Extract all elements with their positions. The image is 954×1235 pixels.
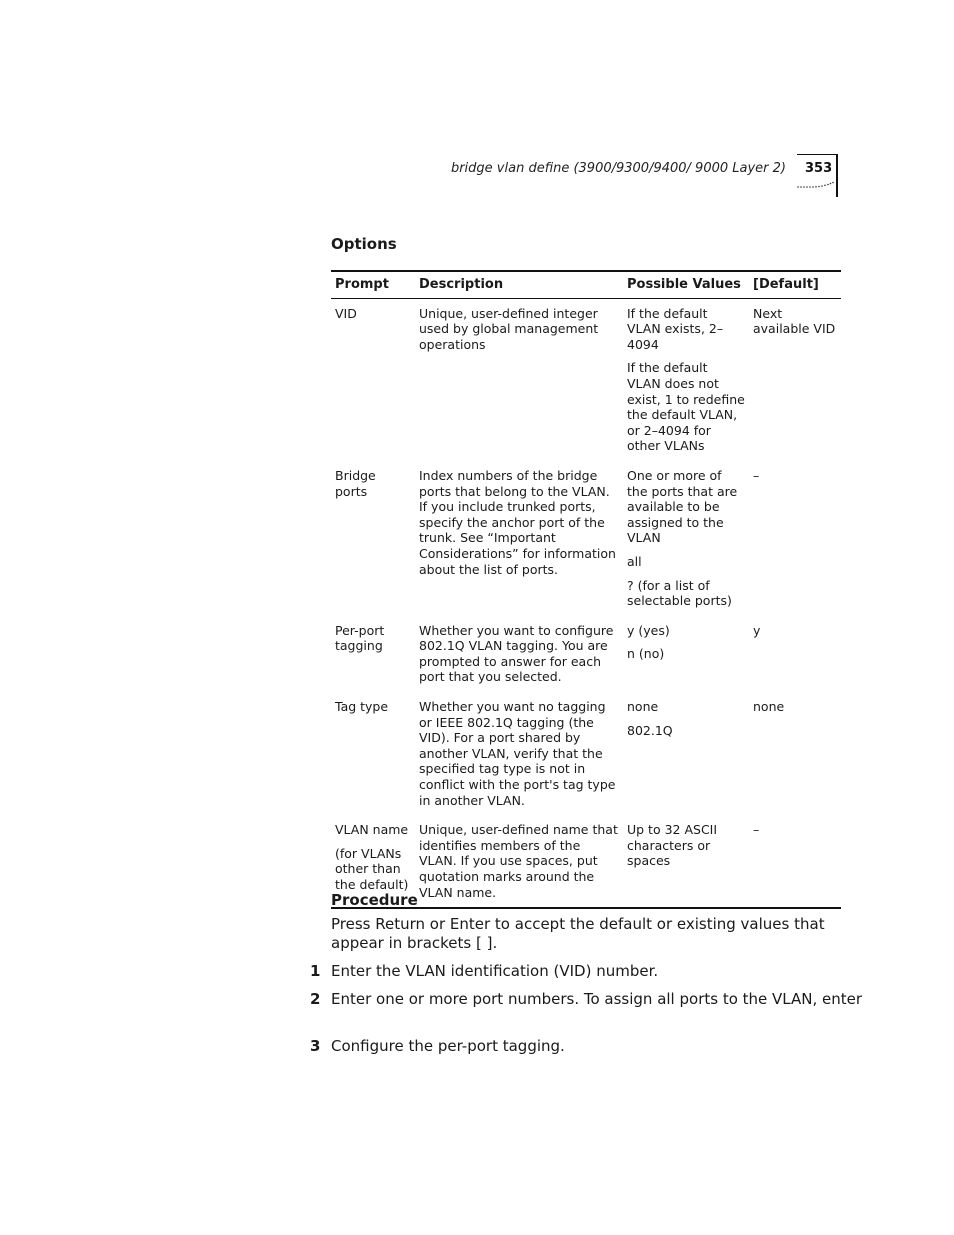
step-number: 3 [310,1037,321,1055]
prompt-text: Bridge ports [335,467,376,499]
cell-possible-values [623,815,749,908]
options-table-body [331,298,841,908]
cell-prompt [331,298,415,461]
cell-default: y [753,622,761,638]
table-header-row [331,271,841,298]
step-text: Enter one or more port numbers. To assign all ports to the VLAN, enter [331,990,863,1008]
cell-description: Index numbers of the bridge ports that belong to the VLAN. If you include trunked ports, specify the anchor port of the trunk. See “Important Considerations” for information about the list of ports. [419,467,616,577]
step-number: 2 [310,990,321,1008]
cell-prompt [331,616,415,692]
cell-default: – [753,467,760,483]
corner-dots-ornament [797,181,837,195]
cell-possible-values [623,692,749,815]
prompt-text: VLAN name [335,822,409,838]
prompt-text: (for VLANs other than the default) [335,845,409,892]
table-row [331,461,841,616]
procedure-heading: Procedure [331,891,418,909]
column-header-default: [Default] [749,271,841,298]
possible-value: all [627,553,642,569]
possible-value: none [627,699,659,715]
possible-value: n (no) [627,646,665,662]
prompt-text: Per-port tagging [335,622,385,654]
possible-value: If the default VLAN does not exist, 1 to redefine the default VLAN, or 2–4094 for other VLANs [627,360,745,454]
cell-possible-values [623,298,749,461]
options-heading: Options [331,235,397,253]
cell-default: – [749,815,841,908]
page-corner-rule [797,154,838,155]
procedure-step [310,1037,565,1056]
cell-default: Next available VID [753,305,836,337]
possible-value: One or more of the ports that are available to be assigned to the VLAN [627,467,738,546]
step-text: Configure the per-port tagging. [331,1037,565,1055]
cell-prompt [331,692,415,815]
cell-description: Unique, user-defined name that identifies members of the VLAN. If you use spaces, put quotation marks around the VLAN name. [415,815,623,908]
cell-description: Whether you want no tagging or IEEE 802.1Q tagging (the VID). For a port shared by another VLAN, verify that the specified tag type is not in conflict with the port's tag type in another VLAN. [419,699,616,808]
cell-possible-values [623,616,749,692]
column-header-possible-values: Possible Values [623,271,749,298]
cell-prompt [331,461,415,616]
possible-value: y (yes) [627,622,670,638]
possible-value: If the default VLAN exists, 2– 4094 [627,305,724,352]
procedure-step [310,962,658,981]
possible-value: Up to 32 ASCII characters or spaces [627,822,718,869]
table-row [331,616,841,692]
cell-description: Unique, user-defined integer used by global management operations [419,305,599,352]
table-row [331,692,841,815]
procedure-intro: Press Return or Enter to accept the default or existing values that appear in brackets [ ]. [331,915,825,952]
prompt-text: Tag type [335,699,389,715]
cell-default: none [753,699,785,715]
column-header-description: Description [415,271,623,298]
table-row [331,298,841,461]
procedure-step [310,990,862,1009]
step-text: Enter the VLAN identification (VID) number. [331,962,659,980]
running-head: bridge vlan define (3900/9300/9400/ 9000 Layer 2) [450,161,786,176]
cell-description: Whether you want to configure 802.1Q VLAN tagging. You are prompted to answer for each port that you selected. [419,622,614,685]
prompt-text: VID [335,305,357,321]
possible-value: 802.1Q [627,722,673,738]
page-number: 353 [805,161,833,176]
step-number: 1 [310,962,321,980]
cell-possible-values [623,461,749,616]
column-header-prompt: Prompt [331,271,415,298]
possible-value: ? (for a list of selectable ports) [627,577,732,609]
options-table [331,270,841,909]
